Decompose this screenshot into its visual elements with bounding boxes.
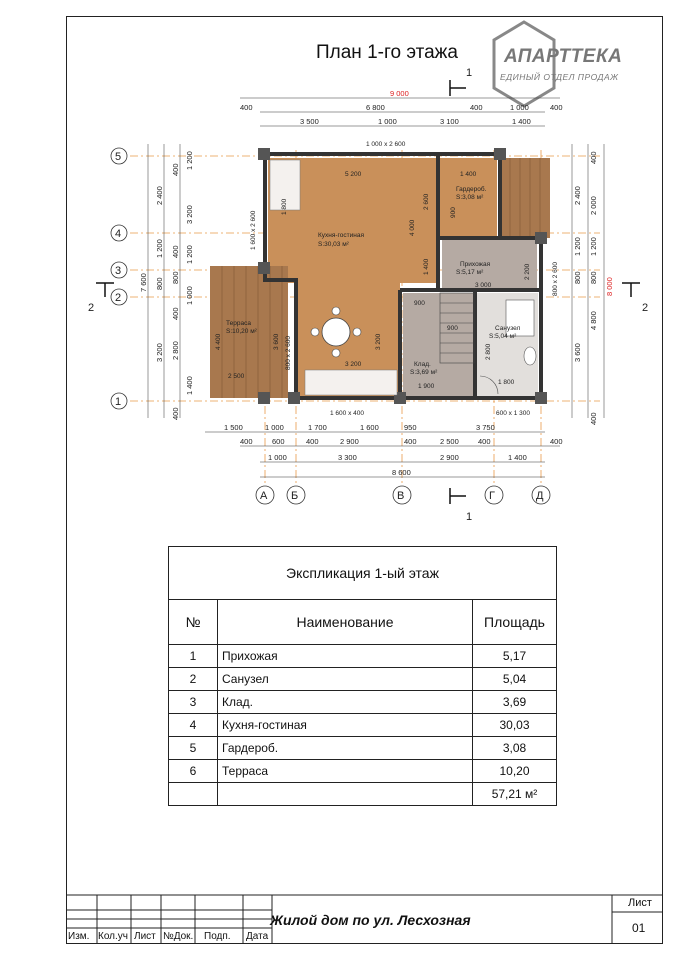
table-caption: Экспликация 1-ый этаж — [169, 547, 557, 600]
svg-text:2 500: 2 500 — [440, 437, 459, 446]
table-row: 3 Клад. 3,69 — [169, 691, 557, 714]
svg-text:3 100: 3 100 — [440, 117, 459, 126]
axis-col-a: А — [260, 490, 268, 502]
svg-text:800: 800 — [589, 271, 598, 284]
svg-text:1 000: 1 000 — [510, 103, 529, 112]
svg-text:1 000: 1 000 — [265, 423, 284, 432]
svg-text:800 x 2 600: 800 x 2 600 — [285, 336, 292, 370]
svg-text:3 500: 3 500 — [300, 117, 319, 126]
svg-text:1 000: 1 000 — [268, 453, 287, 462]
svg-text:3 000: 3 000 — [475, 282, 492, 289]
page-title: План 1-го этажа — [316, 42, 458, 63]
axis-col-g: Г — [489, 490, 495, 502]
svg-text:1 900: 1 900 — [418, 383, 435, 390]
svg-text:400: 400 — [171, 307, 180, 320]
stamp-label-izm: Изм. — [68, 931, 90, 942]
section-label-bottom: 1 — [466, 511, 473, 523]
svg-text:1 800: 1 800 — [498, 379, 515, 386]
svg-text:1 000: 1 000 — [378, 117, 397, 126]
svg-text:400: 400 — [404, 437, 417, 446]
svg-text:900: 900 — [450, 207, 457, 218]
axis-row-5: 5 — [115, 151, 122, 163]
svg-text:400: 400 — [550, 437, 563, 446]
svg-text:2 800: 2 800 — [485, 343, 492, 360]
axis-col-v: В — [397, 490, 405, 502]
svg-text:2 200: 2 200 — [524, 263, 531, 280]
svg-text:400: 400 — [550, 103, 563, 112]
section-label-left: 2 — [88, 302, 95, 314]
svg-text:1 200: 1 200 — [589, 237, 598, 256]
svg-text:2 400: 2 400 — [573, 186, 582, 205]
svg-text:2 900: 2 900 — [340, 437, 359, 446]
svg-text:1 700: 1 700 — [308, 423, 327, 432]
svg-text:400: 400 — [589, 151, 598, 164]
total-area: 57,21 м² — [473, 783, 557, 806]
svg-text:600: 600 — [272, 437, 285, 446]
svg-text:3 750: 3 750 — [476, 423, 495, 432]
svg-text:1 600 x 400: 1 600 x 400 — [330, 410, 364, 417]
room-area-storage: S:3,69 м² — [410, 369, 438, 376]
svg-text:400: 400 — [171, 163, 180, 176]
svg-text:1 200: 1 200 — [185, 151, 194, 170]
logo-tagline: ЕДИНЫЙ ОТДЕЛ ПРОДАЖ — [500, 72, 619, 82]
svg-text:600 x 1 300: 600 x 1 300 — [496, 410, 530, 417]
stamp-label-koluch: Кол.уч — [98, 931, 128, 942]
svg-text:400: 400 — [478, 437, 491, 446]
room-label-storage: Клад. — [414, 361, 431, 368]
svg-text:3 200: 3 200 — [345, 361, 362, 368]
axis-row-4: 4 — [115, 228, 122, 240]
svg-text:8 600: 8 600 — [392, 468, 411, 477]
axis-row-2: 2 — [115, 292, 122, 304]
window-label: 1 000 x 2 600 — [366, 141, 406, 148]
svg-text:1 200: 1 200 — [573, 237, 582, 256]
svg-text:1 200: 1 200 — [155, 239, 164, 258]
svg-text:3 200: 3 200 — [185, 205, 194, 224]
svg-text:400: 400 — [171, 407, 180, 420]
axis-col-b: Б — [291, 490, 299, 502]
svg-text:1 400: 1 400 — [512, 117, 531, 126]
room-label-wardrobe: Гардероб. — [456, 186, 487, 193]
section-label-top: 1 — [466, 67, 473, 79]
axis-row-1: 1 — [115, 396, 122, 408]
svg-text:400: 400 — [240, 437, 253, 446]
svg-text:2 000: 2 000 — [589, 196, 598, 215]
table-row: 4 Кухня-гостиная 30,03 — [169, 714, 557, 737]
svg-text:1 500: 1 500 — [224, 423, 243, 432]
sheet-number: 01 — [632, 921, 646, 935]
room-area-kitchen: S:30,03 м² — [318, 241, 349, 248]
overall-width-red: 9 000 — [390, 89, 409, 98]
svg-text:1 800: 1 800 — [281, 198, 288, 215]
svg-text:400: 400 — [589, 412, 598, 425]
table-row: 1 Прихожая 5,17 — [169, 645, 557, 668]
room-area-hall: S:5,17 м² — [456, 269, 484, 276]
header-num: № — [169, 600, 218, 645]
svg-text:3 300: 3 300 — [338, 453, 357, 462]
svg-text:900: 900 — [414, 300, 425, 307]
svg-text:800: 800 — [155, 277, 164, 290]
stamp-label-doc: №Док. — [163, 931, 194, 942]
room-label-terrace: Терраса — [226, 320, 251, 327]
stamp-label-list: Лист — [134, 931, 156, 942]
table-row: 6 Терраса 10,20 — [169, 760, 557, 783]
axis-row-3: 3 — [115, 265, 122, 277]
svg-text:2 500: 2 500 — [228, 373, 245, 380]
svg-text:4 000: 4 000 — [409, 219, 416, 236]
svg-text:2 800: 2 800 — [171, 341, 180, 360]
logo-name: АПАРТТЕКА — [504, 46, 623, 67]
room-area-wardrobe: S:3,08 м² — [456, 194, 484, 201]
svg-text:7 600: 7 600 — [139, 273, 148, 292]
room-label-kitchen: Кухня-гостиная — [318, 232, 364, 239]
room-label-bathroom: Санузел — [495, 325, 521, 332]
header-name: Наименование — [218, 600, 473, 645]
svg-text:2 900: 2 900 — [440, 453, 459, 462]
svg-text:3 600: 3 600 — [573, 343, 582, 362]
svg-text:800 x 2 600: 800 x 2 600 — [552, 262, 559, 296]
svg-text:800: 800 — [573, 271, 582, 284]
svg-text:1 000: 1 000 — [185, 286, 194, 305]
svg-text:1 600: 1 600 — [360, 423, 379, 432]
svg-text:4 400: 4 400 — [215, 333, 222, 350]
svg-text:3 200: 3 200 — [155, 343, 164, 362]
overall-height-red: 8 000 — [605, 277, 614, 296]
svg-text:400: 400 — [470, 103, 483, 112]
svg-text:1 200: 1 200 — [185, 245, 194, 264]
svg-text:3 200: 3 200 — [375, 333, 382, 350]
svg-text:400: 400 — [240, 103, 253, 112]
stamp-label-podp: Подп. — [204, 931, 231, 942]
axis-col-d: Д — [536, 490, 544, 502]
svg-text:800: 800 — [171, 271, 180, 284]
svg-text:3 600: 3 600 — [273, 333, 280, 350]
svg-text:1 400: 1 400 — [460, 171, 477, 178]
svg-text:1 400: 1 400 — [423, 258, 430, 275]
svg-text:1 600 x 2 600: 1 600 x 2 600 — [250, 210, 257, 250]
room-area-terrace: S:10,20 м² — [226, 328, 257, 335]
svg-text:2 600: 2 600 — [423, 193, 430, 210]
svg-text:400: 400 — [306, 437, 319, 446]
svg-text:950: 950 — [404, 423, 417, 432]
table-row: 5 Гардероб. 3,08 — [169, 737, 557, 760]
svg-text:900: 900 — [447, 325, 458, 332]
svg-text:4 800: 4 800 — [589, 311, 598, 330]
project-title: Жилой дом по ул. Лесхозная — [270, 912, 471, 928]
room-area-bathroom: S:5,04 м² — [489, 333, 517, 340]
svg-text:400: 400 — [171, 245, 180, 258]
sheet-label: Лист — [628, 897, 652, 909]
section-label-right: 2 — [642, 302, 649, 314]
svg-text:2 400: 2 400 — [155, 186, 164, 205]
svg-text:5 200: 5 200 — [345, 171, 362, 178]
table-row: 2 Санузел 5,04 — [169, 668, 557, 691]
svg-text:1 400: 1 400 — [185, 376, 194, 395]
header-area: Площадь — [473, 600, 557, 645]
svg-text:6 800: 6 800 — [366, 103, 385, 112]
stamp-label-data: Дата — [246, 931, 269, 942]
room-label-hall: Прихожая — [460, 261, 491, 268]
svg-text:1 400: 1 400 — [508, 453, 527, 462]
